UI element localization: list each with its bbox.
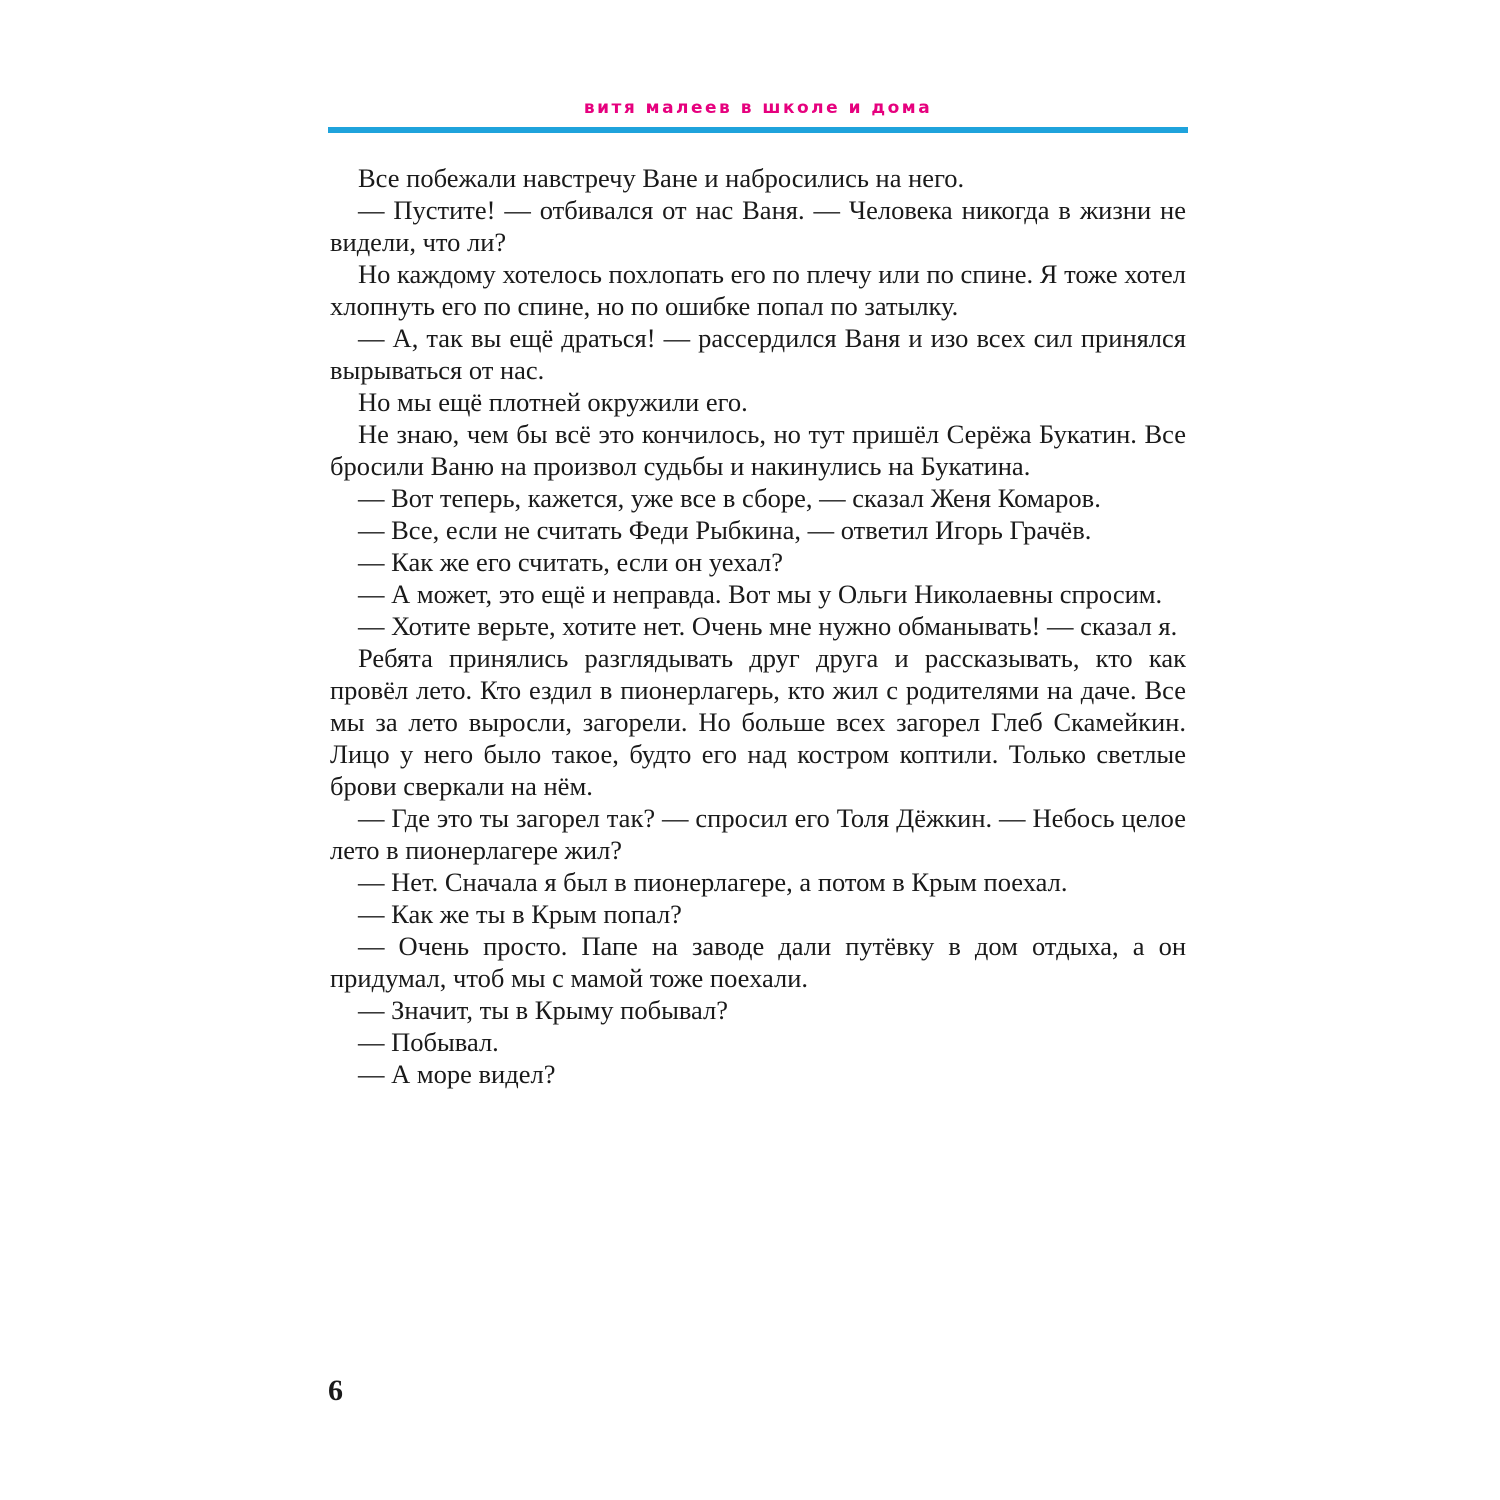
- body-text: [330, 162, 1186, 1090]
- paragraph: Ребята принялись разглядывать друг друга и рассказывать, кто как провёл лето. Кто ездил в пионерлагерь, кто жил с родителями на даче. Все мы за лето выросли, загорели. Но больше всех загорел Глеб Скамейкин. Лицо у него было такое, будто его над костром коптили. Только светлые брови сверкали на нём.: [330, 643, 1186, 801]
- paragraph: — Значит, ты в Крыму побывал?: [358, 995, 729, 1025]
- paragraph: — Очень просто. Папе на заводе дали путёвку в дом отдыха, а он придумал, чтоб мы с мамой тоже поехали.: [330, 931, 1186, 993]
- paragraph: — А, так вы ещё драться! — рассердился Ваня и изо всех сил принялся вырываться от нас.: [330, 323, 1186, 385]
- paragraph: — А может, это ещё и неправда. Вот мы у Ольги Николаевны спросим.: [358, 579, 1163, 609]
- paragraph: — Все, если не считать Феди Рыбкина, — ответил Игорь Грачёв.: [358, 515, 1092, 545]
- paragraph: — Нет. Сначала я был в пионерлагере, а потом в Крым поехал.: [358, 867, 1068, 897]
- paragraph: — Как же его считать, если он уехал?: [358, 547, 784, 577]
- paragraph: Все побежали навстречу Ване и набросились на него.: [358, 163, 965, 193]
- page-number: 6: [328, 1374, 343, 1407]
- paragraph: Но каждому хотелось похлопать его по плечу или по спине. Я тоже хотел хлопнуть его по спине, но по ошибке попал по затылку.: [330, 259, 1186, 321]
- paragraph: — Где это ты загорел так? — спросил его Толя Дёжкин. — Небось целое лето в пионерлагере жил?: [330, 803, 1186, 865]
- paragraph: Не знаю, чем бы всё это кончилось, но тут пришёл Серёжа Букатин. Все бросили Ваню на произвол судьбы и накинулись на Букатина.: [330, 419, 1186, 481]
- paragraph: — Вот теперь, кажется, уже все в сборе, — сказал Женя Комаров.: [358, 483, 1101, 513]
- header-divider: [328, 127, 1188, 133]
- paragraph: — Пустите! — отбивался от нас Ваня. — Человека никогда в жизни не видели, что ли?: [330, 195, 1186, 257]
- paragraph: — А море видел?: [358, 1059, 556, 1089]
- running-header-title: витя малеев в школе и дома: [583, 98, 933, 118]
- paragraph: Но мы ещё плотней окружили его.: [358, 387, 748, 417]
- paragraph: — Как же ты в Крым попал?: [358, 899, 682, 929]
- paragraph: — Хотите верьте, хотите нет. Очень мне нужно обманывать! — сказал я.: [358, 611, 1178, 641]
- paragraph: — Побывал.: [358, 1027, 499, 1057]
